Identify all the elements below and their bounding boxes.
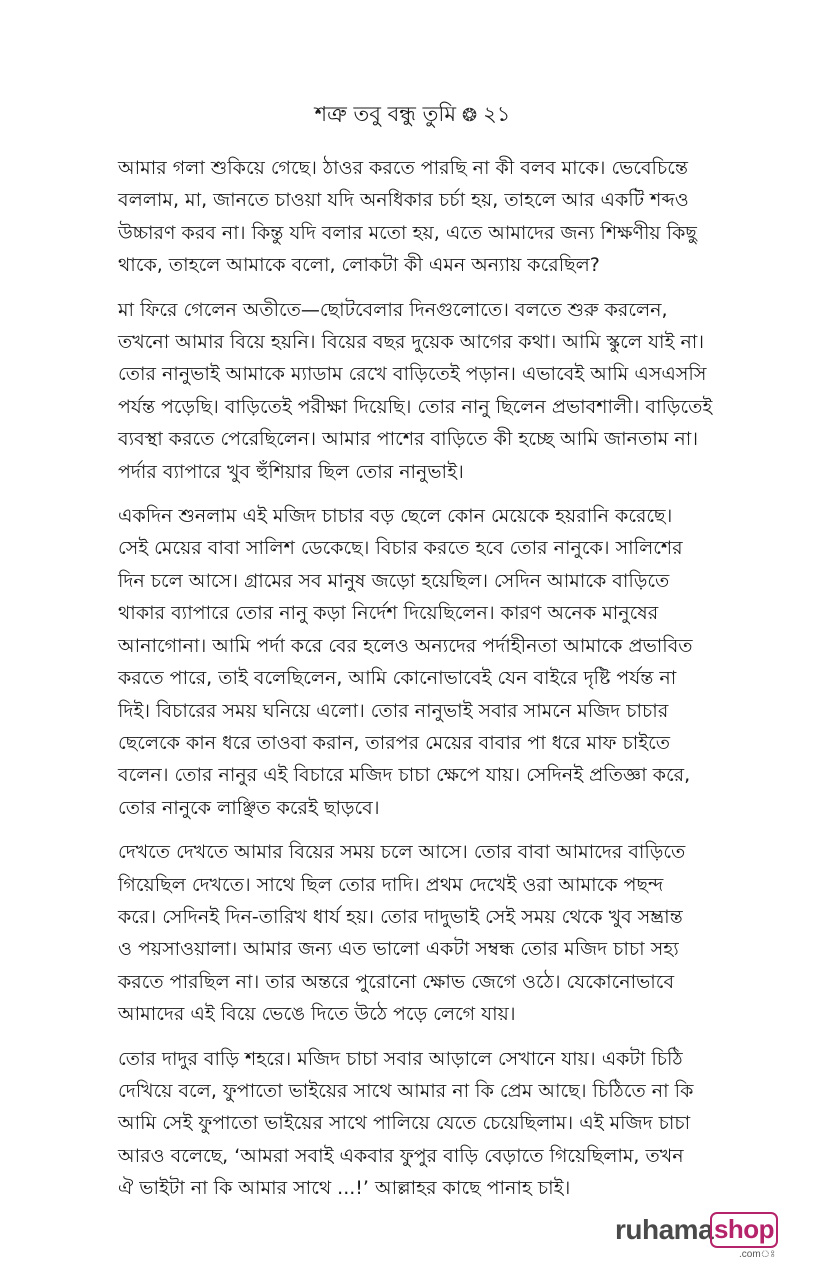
paragraph [118,836,714,1030]
text-line: তখনো আমার বিয়ে হয়নি। বিয়ের বছর দুয়েক আগের কথা। আমি স্কুলে যাই না। [118,331,705,354]
text-line: দেখিয়ে বলে, ফুপাতো ভাইয়ের সাথে আমার না কি প্রেম আছে। চিঠিতে না কি [118,1079,694,1102]
logo-shop-box [710,1212,778,1248]
text-line: বললাম, মা, জানতে চাওয়া যদি অনধিকার চর্চা হয়, তাহলে আর একটি শব্দও [118,189,689,212]
text-line: দিই। বিচারের সময় ঘনিয়ে এলো। তোর নানুভাই সবার সামনে মজিদ চাচার [118,699,669,722]
running-header [0,98,825,132]
text-line: থাকার ব্যাপারে তোর নানু কড়া নির্দেশ দিয়েছিলেন। কারণ অনেক মানুষের [118,602,659,625]
text-line: দেখতে দেখতে আমার বিয়ের সময় চলে আসে। তোর বাবা আমাদের বাড়িতে [118,841,686,864]
paragraph [118,500,714,824]
text-line: একদিন শুনলাম এই মজিদ চাচার বড় ছেলে কোন মেয়েকে হয়রানি করেছে। [118,505,673,528]
text-line: করতে পারছিল না। তার অন্তরে পুরোনো ক্ষোভ জেগে ওঠে। যেকোনোভাবে [118,970,675,993]
text-line: আমি সেই ফুপাতো ভাইয়ের সাথে পালিয়ে যেতে চেয়েছিলাম। এই মজিদ চাচা [118,1112,691,1135]
text-line: করে। সেদিনই দিন-তারিখ ধার্য হয়। তোর দাদুভাই সেই সময় থেকে খুব সম্ভ্রান্ত [118,905,683,928]
text-line: তোর নানুভাই আমাকে ম্যাডাম রেখে বাড়িতেই পড়ান। এভাবেই আমি এসএসসি [118,363,707,386]
book-title: শত্রু তবু বন্ধু তুমি [314,102,457,126]
text-line: পর্দার ব্যাপারে খুব হুঁশিয়ার ছিল তোর নানুভাই। [118,460,464,483]
text-line: উচ্চারণ করব না। কিন্তু যদি বলার মতো হয়, এতে আমাদের জন্য শিক্ষণীয় কিছু [118,221,697,244]
paragraph [118,1043,714,1205]
text-line: থাকে, তাহলে আমাকে বলো, লোকটা কী এমন অন্যায় করেছিল? [118,254,600,277]
page-number: ২১ [483,102,511,126]
text-line: আরও বলেছে, ‘আমরা সবাই একবার ফুপুর বাড়ি বেড়াতে গিয়েছিলাম, তখন [118,1144,684,1167]
text-line: আমার গলা শুকিয়ে গেছে। ঠাওর করতে পারছি না কী বলব মাকে। ভেবেচিন্তে [118,157,688,179]
text-line: বলেন। তোর নানুর এই বিচারে মজিদ চাচা ক্ষেপে যায়। সেদিনই প্রতিজ্ঞা করে, [118,764,691,787]
text-line: ঐ ভাইটা না কি আমার সাথে ...!’ আল্লাহর কাছে পানাহ চাই। [118,1177,571,1200]
text-line: সেই মেয়ের বাবা সালিশ ডেকেছে। বিচার করতে হবে তোর নানুকে। সালিশের [118,537,683,560]
text-line: ও পয়সাওয়ালা। আমার জন্য এত ভালো একটা সম্বন্ধ তোর মজিদ চাচা সহ্য [118,938,679,961]
body-text [118,152,714,1217]
logo-domain-text: .com [739,1249,761,1260]
paragraph [118,152,714,282]
logo-shop: shop [713,1214,775,1244]
text-line: আমাদের এই বিয়ে ভেঙে দিতে উঠে পড়ে লেগে যায়। [118,1003,516,1026]
ruhamashop-logo [615,1210,785,1260]
text-line: আনাগোনা। আমি পর্দা করে বের হলেও অন্যদের পর্দাহীনতা আমাকে প্রভাবিত [118,634,693,657]
text-line: তোর নানুকে লাঞ্ছিত করেই ছাড়বে। [118,796,380,819]
logo-domain-suffix: ঃ [760,1249,776,1260]
paragraph [118,294,714,488]
text-line: পর্যন্ত পড়েছি। বাড়িতেই পরীক্ষা দিয়েছি। তোর নানু ছিলেন প্রভাবশালী। বাড়িতেই [118,395,713,418]
text-line: ছেলেকে কান ধরে তাওবা করান, তারপর মেয়ের বাবার পা ধরে মাফ চাইতে [118,731,671,754]
ornament-icon: ❂ [462,105,478,126]
text-line: গিয়েছিল দেখতে। সাথে ছিল তোর দাদি। প্রথম দেখেই ওরা আমাকে পছন্দ [118,873,664,896]
text-line: তোর দাদুর বাড়ি শহরে। মজিদ চাচা সবার আড়ালে সেখানে যায়। একটা চিঠি [118,1047,683,1070]
text-line: ব্যবস্থা করতে পেরেছিলেন। আমার পাশের বাড়িতে কী হচ্ছে আমি জানতাম না। [118,428,699,451]
text-line: করতে পারে, তাই বলেছিলেন, আমি কোনোভাবেই যেন বাইরে দৃষ্টি পর্যন্ত না [118,667,677,690]
text-line: দিন চলে আসে। গ্রামের সব মানুষ জড়ো হয়েছিল। সেদিন আমাকে বাড়িতে [118,569,670,592]
logo-brand: ruhama [615,1214,714,1245]
logo-domain [739,1247,775,1264]
text-line: মা ফিরে গেলেন অতীতে—ছোটবেলার দিনগুলোতে। বলতে শুরু করলেন, [118,298,668,321]
